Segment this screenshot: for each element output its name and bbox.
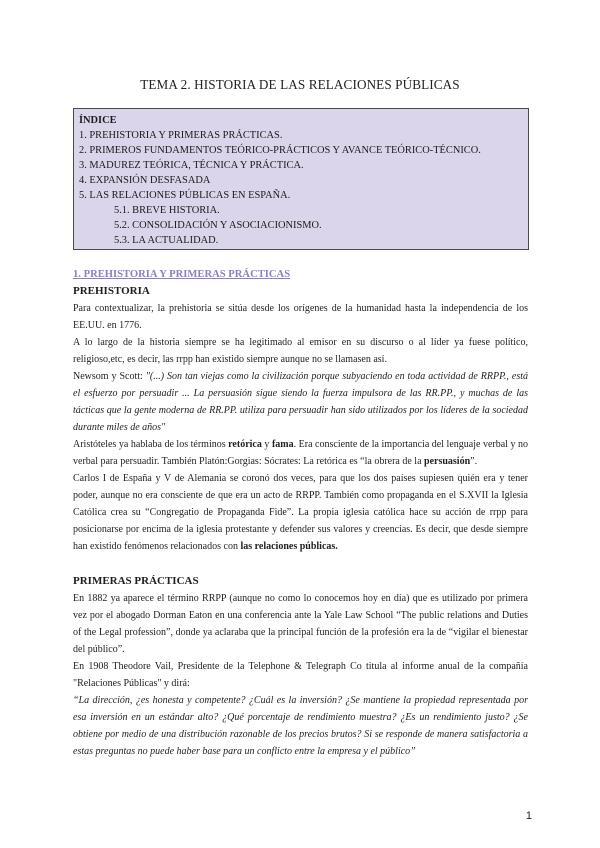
bold-term: fama	[271, 439, 294, 450]
text-run: y	[261, 439, 272, 450]
paragraph	[73, 436, 528, 470]
spacer	[73, 555, 528, 573]
paragraph: En 1882 ya aparece el término RRPP (aunque no como lo conocemos hoy en día) que es utilizado por primera vez por el abogado Dorman Eaton en una conferencia ante la Yale Law School “The public relations and Duties of the Legal profession”, donde ya aclaraba que la principal función de la profesión era la de “vigilar el bienestar del público”.	[73, 593, 528, 655]
section-title: 1. PREHISTORIA Y PRIMERAS PRÁCTICAS	[73, 269, 291, 280]
index-subitem: 5.2. CONSOLIDACIÓN Y ASOCIACIONISMO.	[114, 220, 322, 231]
subheading-primeras-practicas: PRIMERAS PRÁCTICAS	[73, 575, 199, 587]
index-item: 5. LAS RELACIONES PÚBLICAS EN ESPAÑA.	[79, 190, 291, 201]
quote-author: Newsom y Scott:	[73, 371, 146, 382]
bold-term: persuasión	[424, 456, 471, 467]
index-item: 3. MADUREZ TEÓRICA, TÉCNICA Y PRÁCTICA.	[79, 160, 304, 171]
text-run: Carlos I de España y V de Alemania se coronó dos veces, para que los dos países supiesen quién era y tener poder, aunque no era consciente de que era un acto de RRPP. También como propaganda en el S.XVII la Iglesia Católica crea su “Congregatio de Propaganda Fide”. La propia iglesia católica hace su acción de rrpp para posicionarse por encima de la iglesia protestante y defender sus valores y creencias. Es decir, que desde siempre han existido fenómenos relacionados con	[73, 473, 528, 552]
subheading-prehistoria: PREHISTORIA	[73, 285, 150, 297]
index-item: 1. PREHISTORIA Y PRIMERAS PRÁCTICAS.	[79, 130, 283, 141]
index-subitem: 5.1. BREVE HISTORIA.	[114, 205, 220, 216]
paragraph: En 1908 Theodore Vail, Presidente de la Telephone & Telegraph Co titula al informe anual de la compañía "Relaciones Públicas" y dirá:	[73, 661, 528, 689]
bold-term: retórica	[228, 439, 262, 450]
index-item: 4. EXPANSIÓN DESFASADA	[79, 175, 211, 186]
paragraph: A lo largo de la historia siempre se ha legitimado al emisor en su discurso o al líder ya fuese político, religioso,etc, es decir, las rrpp han existido siempre aunque no se llamasen así.	[73, 337, 528, 365]
quote-paragraph: “La dirección, ¿es honesta y competente? ¿Cuál es la inversión? ¿Se mantiene la propiedad representada por esa inversión en un estándar alto? ¿Qué porcentaje de rendimiento muestra? ¿Es un rendimiento justo? ¿Se obtiene por medio de una distribución razonable de los precios brutos? Si se responde de manera satisfactoria a estas preguntas no puede haber base para un conflicto entre la empresa y el público”	[73, 695, 528, 757]
text-run: Aristóteles ya hablaba de los términos	[73, 439, 229, 450]
paragraph	[73, 470, 528, 555]
quote-paragraph	[73, 368, 528, 436]
index-box	[73, 108, 529, 250]
document-body	[73, 266, 528, 760]
index-item: 2. PRIMEROS FUNDAMENTOS TEÓRICO-PRÁCTICOS Y AVANCE TEÓRICO-TÉCNICO.	[79, 145, 481, 156]
index-subitem: 5.3. LA ACTUALIDAD.	[114, 235, 219, 246]
page-number: 1	[525, 810, 532, 822]
text-run: ”.	[470, 456, 478, 467]
index-heading: ÍNDICE	[79, 115, 117, 126]
quote-text: "(...) Son tan viejas como la civilización porque subyaciendo en toda actividad de RRPP., está el esfuerzo por persuadir ... La persuasión sigue siendo la fuerza impulsora de las RR.PP., y muchas de las tácticas que la gente moderna de RR.PP. utiliza para persuadir han sido utilizados por los líderes de la sociedad durante miles de años"	[73, 371, 528, 433]
bold-term: las relaciones públicas.	[240, 541, 338, 552]
text-run: . Era consciente de la importancia del lenguaje verbal y no verbal para persuadir. También Platón:Gorgias: Sócrates: La retórica es “la obrera de la	[73, 439, 529, 467]
document-title: TEMA 2. HISTORIA DE LAS RELACIONES PÚBLICAS	[140, 77, 460, 92]
paragraph: Para contextualizar, la prehistoria se sitúa desde los orígenes de la humanidad hasta la independencia de los EE.UU. en 1776.	[73, 303, 528, 331]
